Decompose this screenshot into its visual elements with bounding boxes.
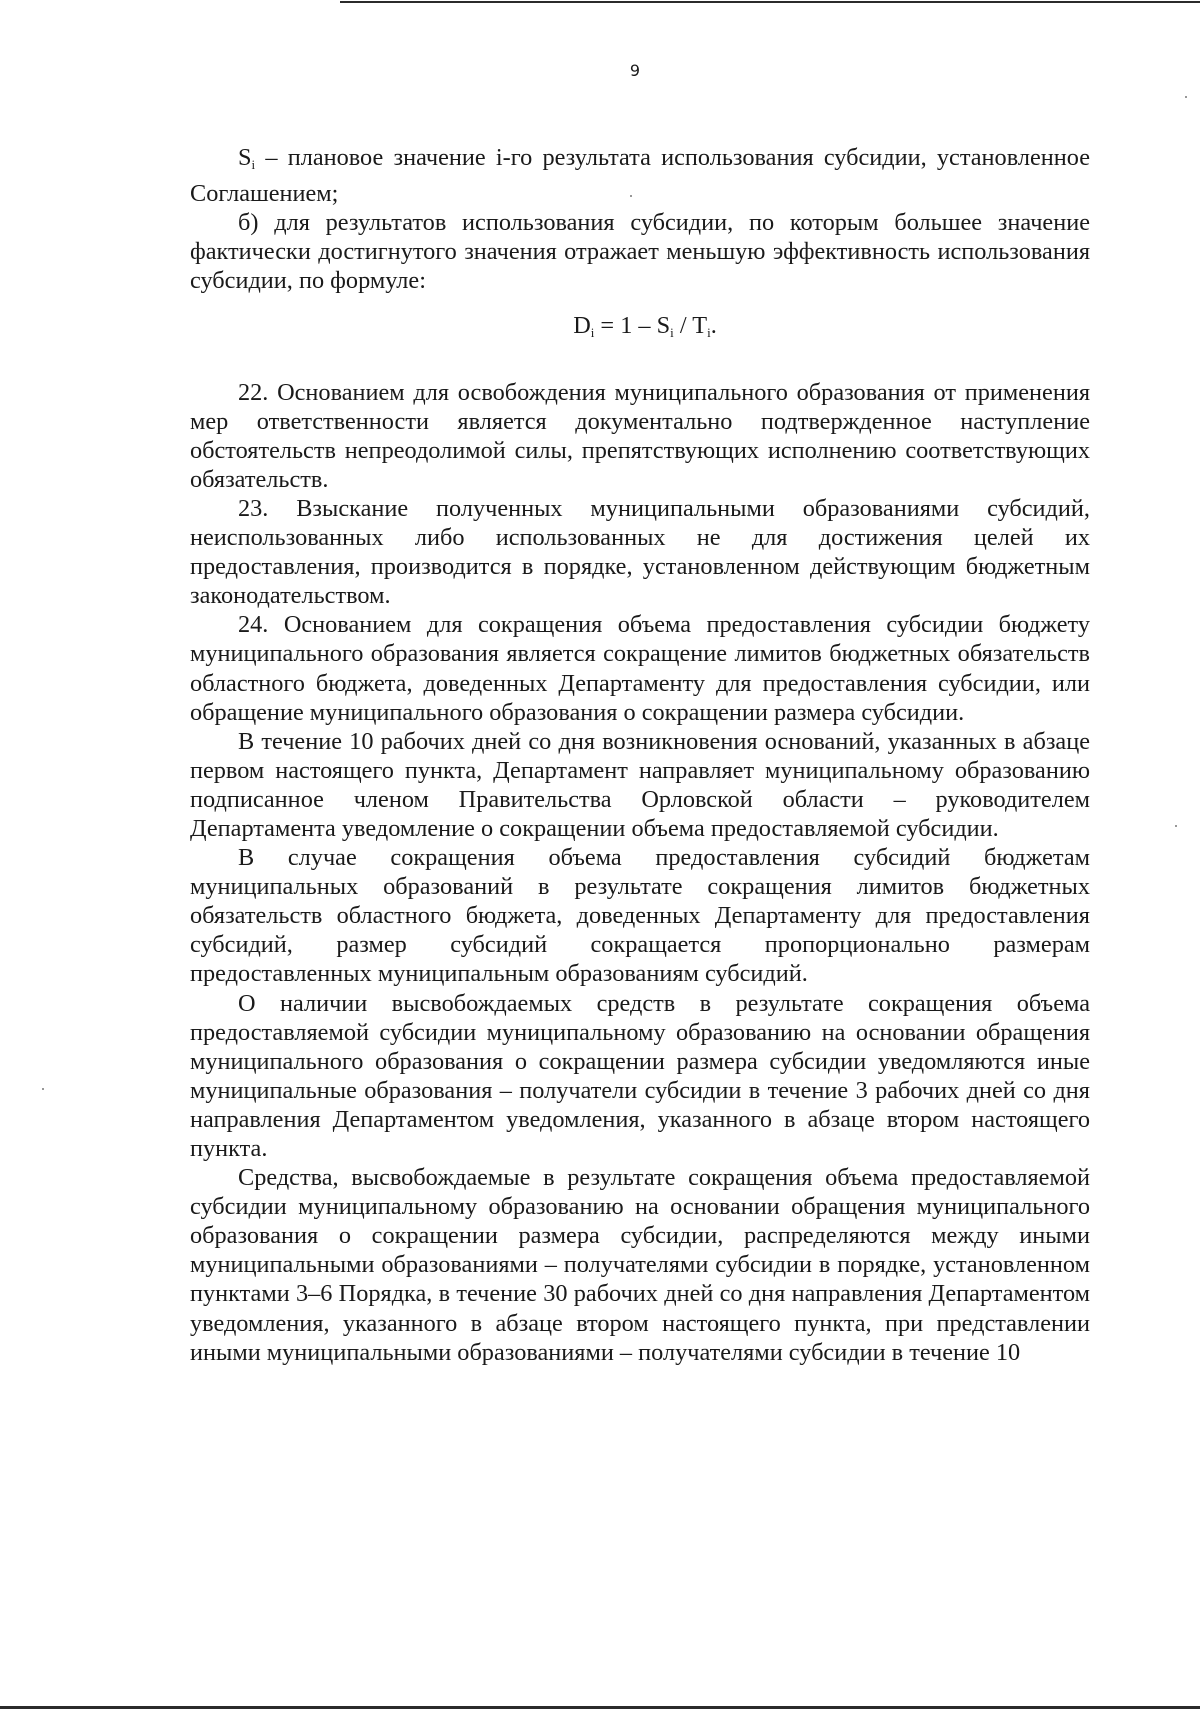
formula bbox=[190, 311, 1090, 347]
scan-speck bbox=[1185, 96, 1187, 98]
formula-end: . bbox=[710, 312, 717, 340]
paragraph-24: 24. Основанием для сокращения объема предоставления субсидии бюджету муниципального образования является сокращение лимитов бюджетных обязательств областного бюджета, доведенных Департаменту для предоставления субсидии, или обращение муниципального образования о сокращении размера субсидии. bbox=[190, 611, 1090, 726]
paragraph-22: 22. Основанием для освобождения муниципального образования от применения мер ответственности является документально подтвержденное наступление обстоятельств непреодолимой силы, препятствующих исполнению соответствующих обязательств. bbox=[190, 378, 1090, 493]
formula-mid: = 1 – S bbox=[594, 312, 671, 340]
paragraph-24-reduction: В случае сокращения объема предоставления субсидий бюджетам муниципальных образований в результате сокращения лимитов бюджетных обязательств областного бюджета, доведенных Департаменту для предоставления субсидий, размер субсидий сокращается пропорционально размерам предоставленных муниципальным образованиям субсидий. bbox=[190, 844, 1090, 988]
formula-s-index: i bbox=[670, 325, 674, 341]
s-definition-text: – плановое значение i-го результата использования субсидии, установленное Соглашением; bbox=[190, 144, 1090, 208]
paragraph-23: 23. Взыскание полученных муниципальными образованиями субсидий, неиспользованных либо использованных не для достижения целей их предоставления, производится в порядке, установленном действующим бюджетным законодательством. bbox=[190, 494, 1090, 610]
scan-speck bbox=[42, 1088, 44, 1090]
paragraph-24-released-funds: О наличии высвобождаемых средств в результате сокращения объема предоставляемой субсидии муниципальному образованию на основании обращения муниципального образования о сокращении размера субсидии уведомляются иные муниципальные образования – получатели субсидии в течение 3 рабочих дней со дня направления Департаментом уведомления, указанного в абзаце втором настоящего пункта. bbox=[190, 989, 1090, 1162]
page-number: 9 bbox=[629, 61, 641, 80]
scan-top-edge-line bbox=[340, 1, 1200, 3]
scan-speck bbox=[1175, 825, 1177, 827]
scan-bottom-edge-line bbox=[0, 1706, 1200, 1709]
paragraph-24-redistribution: Средства, высвобождаемые в результате сокращения объема предоставляемой субсидии муниципальному образованию на основании обращения муниципального образования о сокращении размера субсидии, распределяются между иными муниципальными образованиями – получателями субсидии в порядке, установленном пунктами 3–6 Порядка, в течение 30 рабочих дней со дня направления Департаментом уведомления, указанного в абзаце втором настоящего пункта, при представлении иными муниципальными образованиями – получателями субсидии в течение 10 bbox=[190, 1164, 1090, 1366]
formula-d-index: i bbox=[590, 325, 595, 341]
formula-d: D bbox=[573, 312, 591, 340]
s-symbol: S bbox=[238, 144, 252, 171]
document-body bbox=[190, 143, 1090, 1367]
scan-speck bbox=[630, 195, 632, 197]
paragraph-24-notice: В течение 10 рабочих дней со дня возникновения оснований, указанных в абзаце первом настоящего пункта, Департамент направляет муниципальному образованию подписанное членом Правительства Орловской области – руководителем Департамента уведомление о сокращении объема предоставляемой субсидии. bbox=[190, 727, 1090, 842]
s-definition-paragraph bbox=[190, 143, 1090, 208]
item-b-paragraph: б) для результатов использования субсидии, по которым большее значение фактически достигнутого значения отражает меньшую эффективность использования субсидии, по формуле: bbox=[190, 209, 1090, 295]
s-symbol-index: i bbox=[251, 157, 256, 172]
formula-div: / T bbox=[673, 312, 708, 340]
formula-t-index: i bbox=[707, 325, 711, 341]
